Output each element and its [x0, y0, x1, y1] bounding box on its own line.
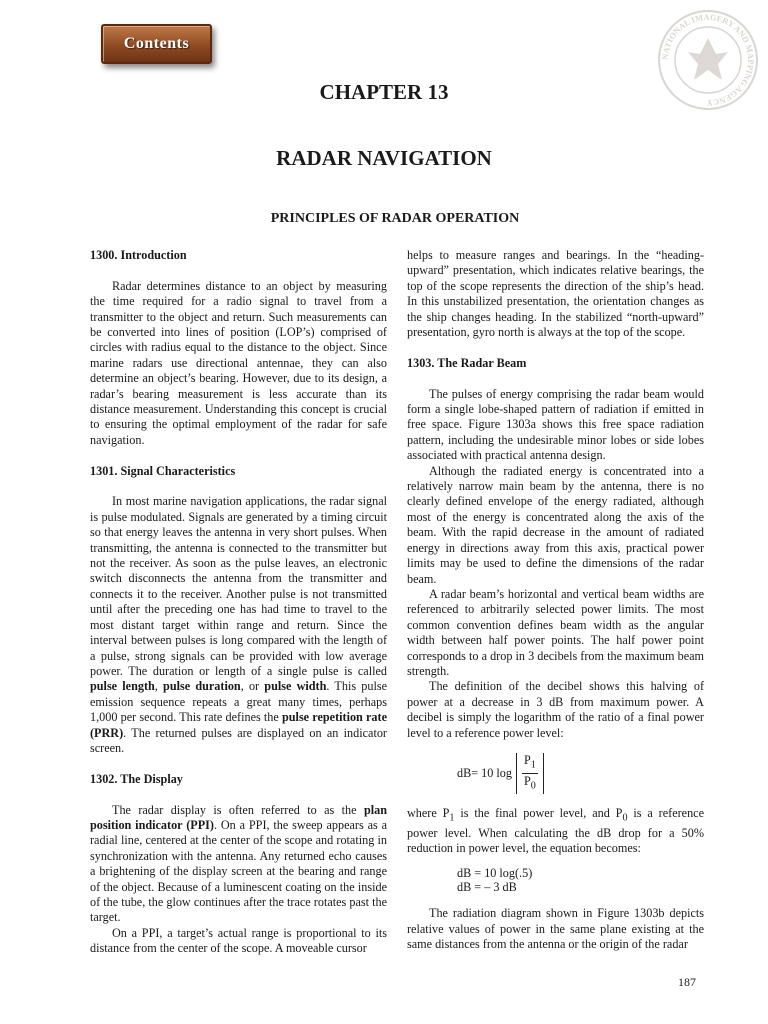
term-pulse-duration: pulse duration: [163, 679, 241, 694]
heading-1302: 1302. The Display: [90, 771, 183, 786]
paragraph-1303a: The pulses of energy comprising the radar beam would form a single lobe-shaped pattern of radiation if emitted in free space. Figure 1303a shows this free space radiation pattern, including the undesirable minor lobes or side lobes associated with practical antenna design.: [407, 386, 704, 463]
left-column: [90, 248, 387, 957]
term-ppi: plan position indicator (PPI): [90, 802, 387, 832]
equation-line-2: dB = – 3 dB: [457, 880, 517, 895]
section-heading: PRINCIPLES OF RADAR OPERATION: [270, 211, 520, 226]
paragraph-1303e: The radiation diagram shown in Figure 1303b depicts relative values of power in the same plane existing at the same distances from the antenna or the origin of the radar: [407, 906, 704, 952]
paragraph-1300: Radar determines distance to an object by measuring the time required for a radio signal to travel from a transmitter to the object and return. Such measurements can be converted into lines of position (LOP’s) comprised of circles with radius equal to the distance to the object. Since marine radars use directional antennae, they can also determine an object’s bearing. However, due to its design, a radar’s bearing measurement is less accurate than its distance measurement. Understanding this concept is crucial to ensuring the optimal employment of the radar for safe navigation.: [90, 278, 387, 447]
term-prr: pulse repetition rate (PRR): [90, 710, 387, 740]
heading-1301: 1301. Signal Characteristics: [90, 463, 236, 478]
chapter-title: RADAR NAVIGATION: [276, 146, 492, 170]
paragraph-1302a: The radar display is often referred to as the plan position indicator (PPI). On a PPI, the sweep appears as a radial line, centered at the center of the scope and rotating in synchronization with the antenna. Any returned echo causes a brightening of the display screen at the bearing and range of the object. Because of a luminescent coating on the inside of the tube, the glow continues after the trace rotates past the target.: [90, 802, 387, 925]
paragraph-1303d: The definition of the decibel shows this halving of power at a decrease in 3 dB from maximum power. A decibel is simply the logarithm of the ratio of a final power level to a reference power level:: [407, 679, 704, 740]
paragraph-1303b: Although the radiated energy is concentrated into a relatively narrow main beam by the antenna, there is no clearly defined envelope of the energy radiated, although most of the energy is concentrated along the axis of the beam. With the rapid decrease in the amount of radiated energy in directions away from this axis, practical power limits may be used to define the dimensions of the radar beam.: [407, 463, 704, 586]
heading-1303: 1303. The Radar Beam: [407, 355, 527, 370]
term-pulse-width: pulse width: [264, 679, 327, 694]
paragraph-1302b: On a PPI, a target’s actual range is proportional to its distance from the center of the scope. A moveable cursor: [90, 925, 387, 956]
equation-line-1: dB = 10 log(.5): [457, 866, 533, 881]
paragraph-1301: In most marine navigation applications, the radar signal is pulse modulated. Signals are generated by a timing circuit so that energy leaves the antenna in very short pulses. When transmitting, the antenna is connected to the transmitter but not the receiver. As soon as the pulse leaves, an electronic switch disconnects the antenna from the transmitter and connects it to the receiver. Another pulse is not transmitted until after the preceding one has had time to travel to the most distant target within range and return. Since the interval between pulses is long compared with the length of a pulse, strong signals can be provided with low average power. The duration or length of a single pulse is called pulse length, pulse duration, or pulse width. This pulse emission sequence repeats a great many times, perhaps 1,000 per second. This rate defines the pulse repetition rate (PRR). The returned pulses are displayed on an indicator screen.: [90, 494, 387, 755]
paragraph-where: where $P_1$ is the final power level, and $P_0$ is a reference power level. When calculating the dB drop for a 50% reduction in power level, the equation becomes:: [407, 805, 704, 855]
decibel-formula: dB= 10 log $\frac{P_1}{P_0}$: [457, 753, 704, 794]
term-pulse-length: pulse length: [90, 679, 155, 694]
contents-button[interactable]: Contents: [101, 24, 212, 64]
db-calculation: [407, 866, 704, 894]
paragraph-1302-cont: helps to measure ranges and bearings. In the “heading-upward” presentation, which indicates relative bearings, the top of the scope represents the direction of the ship’s head. In this unstabilized presentation, the orientation changes as the ship changes heading. In the stabilized “north-upward” presentation, gyro north is always at the top of the scope.: [407, 248, 704, 340]
heading-1300: 1300. Introduction: [90, 248, 187, 262]
page-number: 187: [678, 975, 696, 989]
paragraph-1303c: A radar beam’s horizontal and vertical beam widths are referenced to arbitrarily selected power limits. The most common convention defines beam width as the angular width between half power points. The half power point corresponds to a drop in 3 decibels from the maximum beam strength.: [407, 586, 704, 678]
chapter-number: CHAPTER 13: [319, 80, 449, 104]
seal-text: NATIONAL IMAGERY AND MAPPING AGENCY: [659, 11, 757, 109]
right-column: [407, 248, 704, 953]
